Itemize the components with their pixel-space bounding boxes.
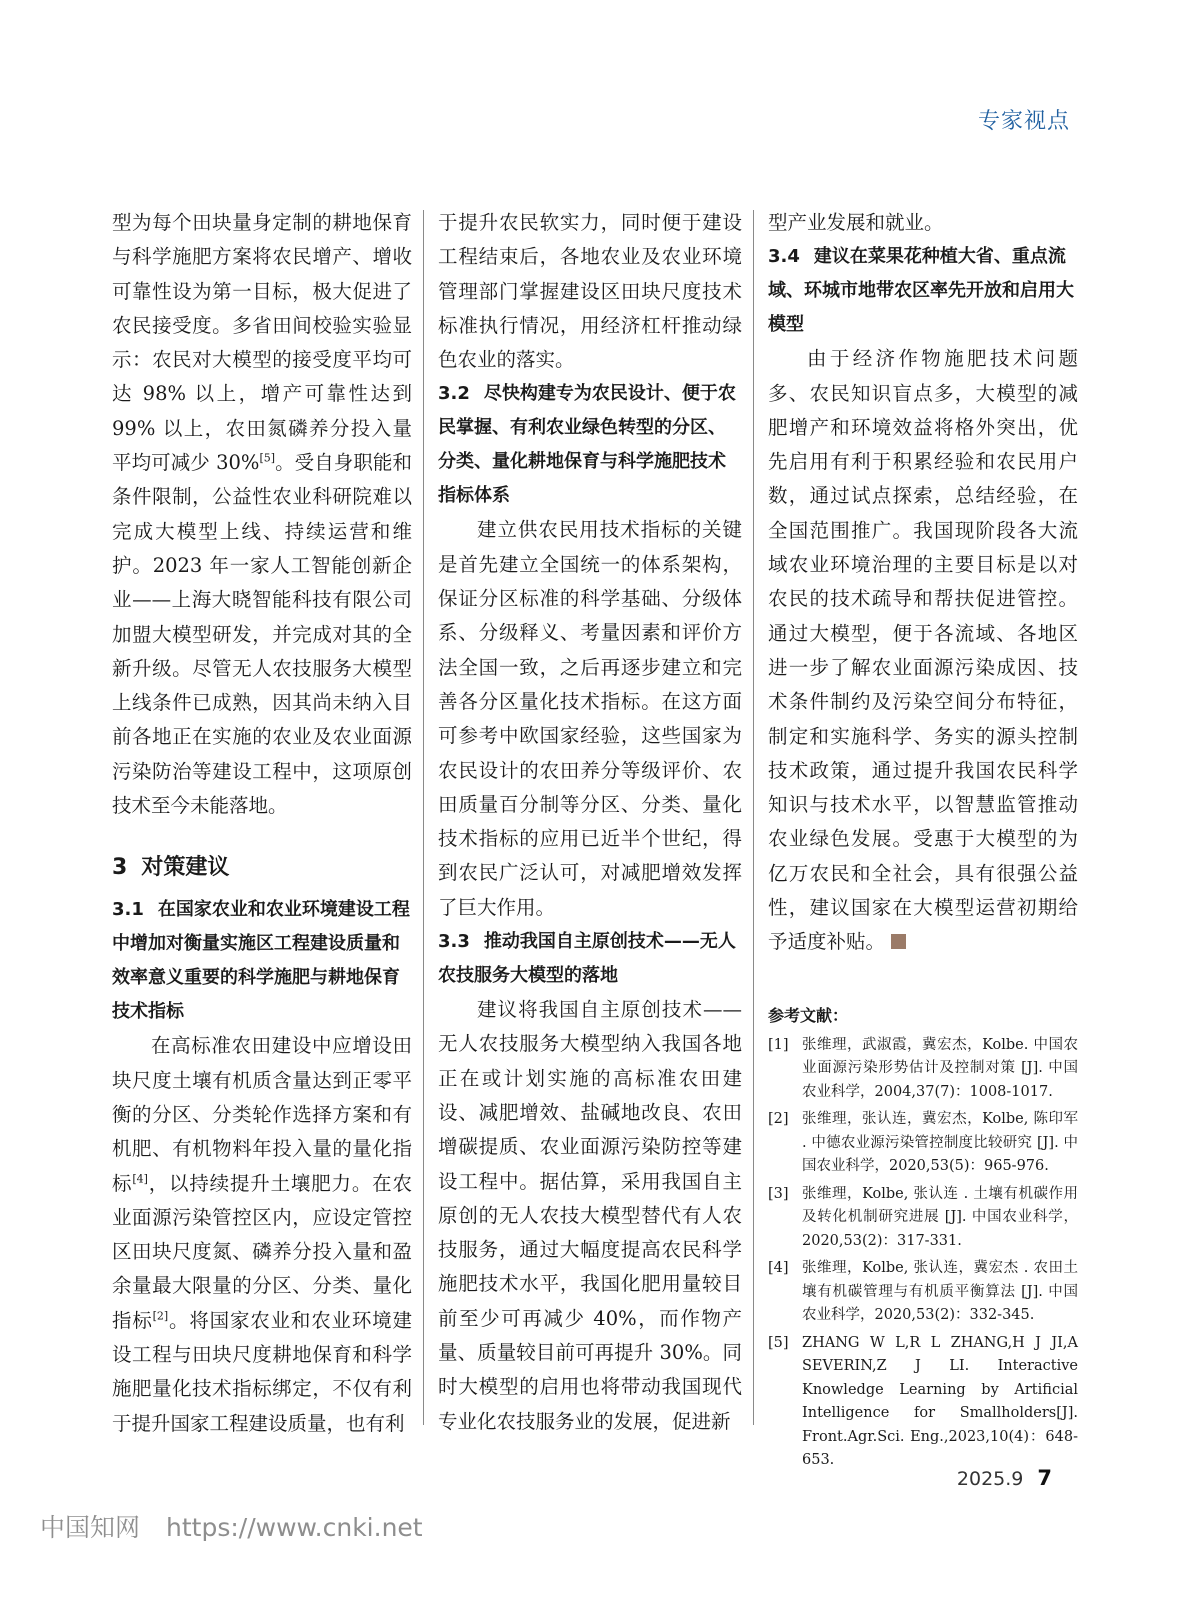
references-list <box>768 1034 1078 1473</box>
body-paragraph: 建议将我国自主原创技术——无人农技服务大模型纳入我国各地正在或计划实施的高标准农田建设、减肥增效、盐碱地改良、农田增碳提质、农业面源污染防控等建设工程中。据估算，采用我国自主原创的无人农技大模型替代有人农技服务，通过大幅度提高农民科学施肥技术水平，我国化肥用量较目前至少可再减少 40%，而作物产量、质量较目前可再提升 30%。同时大模型的启用也将带动我国现代专业化农技服务业的发展，促进新 <box>438 998 742 1433</box>
watermark-brand: 中国知网 <box>40 1513 141 1542</box>
reference-item: [5] ZHANG W L,R L ZHANG,H J JI,A SEVERIN,Z J LI. Interactive Knowledge Learning by Artificial Intelligence for Smallholders[J]. Front.Agr.Sci. Eng.,2023,10(4)：648-653. <box>768 1334 1078 1469</box>
section-label: 专家视点 <box>977 109 1070 134</box>
references-title: 参考文献： <box>768 1005 849 1025</box>
text-column-3 <box>768 206 1078 1473</box>
body-paragraph: 在高标准农田建设中应增设田块尺度土壤有机质含量达到正零平衡的分区、分类轮作选择方案和有机肥、有机物料年投入量的量化指标[4]，以持续提升土壤肥力。在农业面源污染管控区内，应设定管控区田块尺度氮、磷养分投入量和盈余量最大限量的分区、分类、量化指标[2]。将国家农业和农业环境建设工程与田块尺度耕地保育和科学施肥量化技术指标绑定，不仅有利于提升国家工程建设质量，也有利 <box>112 1034 412 1435</box>
subsection-heading: 3.2 尽快构建专为农民设计、便于农民掌握、有利农业绿色转型的分区、分类、量化耕地保育与科学施肥技术指标体系 <box>438 383 736 507</box>
body-paragraph: 于提升农民软实力，同时便于建设工程结束后，各地农业及农业环境管理部门掌握建设区田块尺度技术标准执行情况，用经济杠杆推动绿色农业的落实。 <box>438 211 742 372</box>
reference-item: [3] 张维理，Kolbe, 张认连 . 土壤有机碳作用及转化机制研究进展 [J]. 中国农业科学，2020,53(2)：317-331. <box>768 1185 1078 1249</box>
page-footer <box>957 1466 1052 1490</box>
subsection-heading: 3.3 推动我国自主原创技术——无人农技服务大模型的落地 <box>438 931 736 987</box>
body-paragraph: 建立供农民用技术指标的关键是首先建立全国统一的体系架构，保证分区标准的科学基础、分级体系、分级释义、考量因素和评价方法全国一致，之后再逐步建立和完善各分区量化技术指标。在这方面可参考中欧国家经验，这些国家为农民设计的农田养分等级评价、农田质量百分制等分区、分类、量化技术指标的应用已近半个世纪，得到农民广泛认可，对减肥增效发挥了巨大作用。 <box>438 518 742 919</box>
body-paragraph: 型产业发展和就业。 <box>768 211 944 234</box>
text-column-1 <box>112 206 412 1441</box>
reference-item: [4] 张维理，Kolbe, 张认连，冀宏杰 . 农田土壤有机碳管理与有机质平衡算法 [J]. 中国农业科学，2020,53(2)：332-345. <box>768 1260 1078 1324</box>
citation: [5] <box>259 451 276 465</box>
column-divider <box>753 210 754 1425</box>
citation: [4] <box>132 1172 148 1186</box>
column-divider <box>423 210 424 1425</box>
subsection-heading: 3.4 建议在菜果花种植大省、重点流域、环城市地带农区率先开放和启用大模型 <box>768 246 1074 336</box>
section-heading: 3 对策建议 <box>112 855 230 881</box>
issue-label: 2025.9 <box>956 1468 1024 1490</box>
citation: [2] <box>152 1309 169 1323</box>
text-column-2 <box>438 206 742 1439</box>
subsection-heading: 3.1 在国家农业和农业环境建设工程中增加对衡量实施区工程建设质量和效率意义重要的科学施肥与耕地保育技术指标 <box>112 899 410 1023</box>
body-paragraph: 由于经济作物施肥技术问题多、农民知识盲点多，大模型的减肥增产和环境效益将格外突出，优先启用有利于积累经验和农民用户数，通过试点探索，总结经验，在全国范围推广。我国现阶段各大流域农业环境治理的主要目标是以对农民的技术疏导和帮扶促进管控。通过大模型，便于各流域、各地区进一步了解农业面源污染成因、技术条件制约及污染空间分布特征，制定和实施科学、务实的源头控制技术政策，通过提升我国农民科学知识与技术水平，以智慧监管推动农业绿色发展。受惠于大模型的为亿万农民和全社会，具有很强公益性，建议国家在大模型运营初期给予适度补贴。 <box>768 347 1078 954</box>
watermark-url: https://www.cnki.net <box>166 1513 423 1542</box>
reference-item: [2] 张维理，张认连，冀宏杰，Kolbe, 陈印军 . 中德农业源污染管控制度比较研究 [J]. 中国农业科学，2020,53(5)：965-976. <box>768 1111 1078 1175</box>
end-mark-icon <box>891 934 906 949</box>
reference-item: [1] 张维理，武淑霞，冀宏杰，Kolbe. 中国农业面源污染形势估计及控制对策 [J]. 中国农业科学，2004,37(7)：1008-1017. <box>768 1036 1078 1100</box>
body-paragraph: 型为每个田块量身定制的耕地保育与科学施肥方案将农民增产、增收可靠性设为第一目标，极大促进了农民接受度。多省田间校验实验显示：农民对大模型的接受度平均可达 98% 以上，增产可靠性达到 99% 以上，农田氮磷养分投入量平均可减少 30%[5]。受自身职能和条件限制，公益性农业科研院难以完成大模型上线、持续运营和维护。2023 年一家人工智能创新企业——上海大晓智能科技有限公司加盟大模型研发，并完成对其的全新升级。尽管无人农技服务大模型上线条件已成熟，因其尚未纳入目前各地正在实施的农业及农业面源污染防治等建设工程中，这项原创技术至今未能落地。 <box>112 211 412 818</box>
page-number: 7 <box>1037 1466 1052 1490</box>
watermark <box>40 1508 423 1544</box>
